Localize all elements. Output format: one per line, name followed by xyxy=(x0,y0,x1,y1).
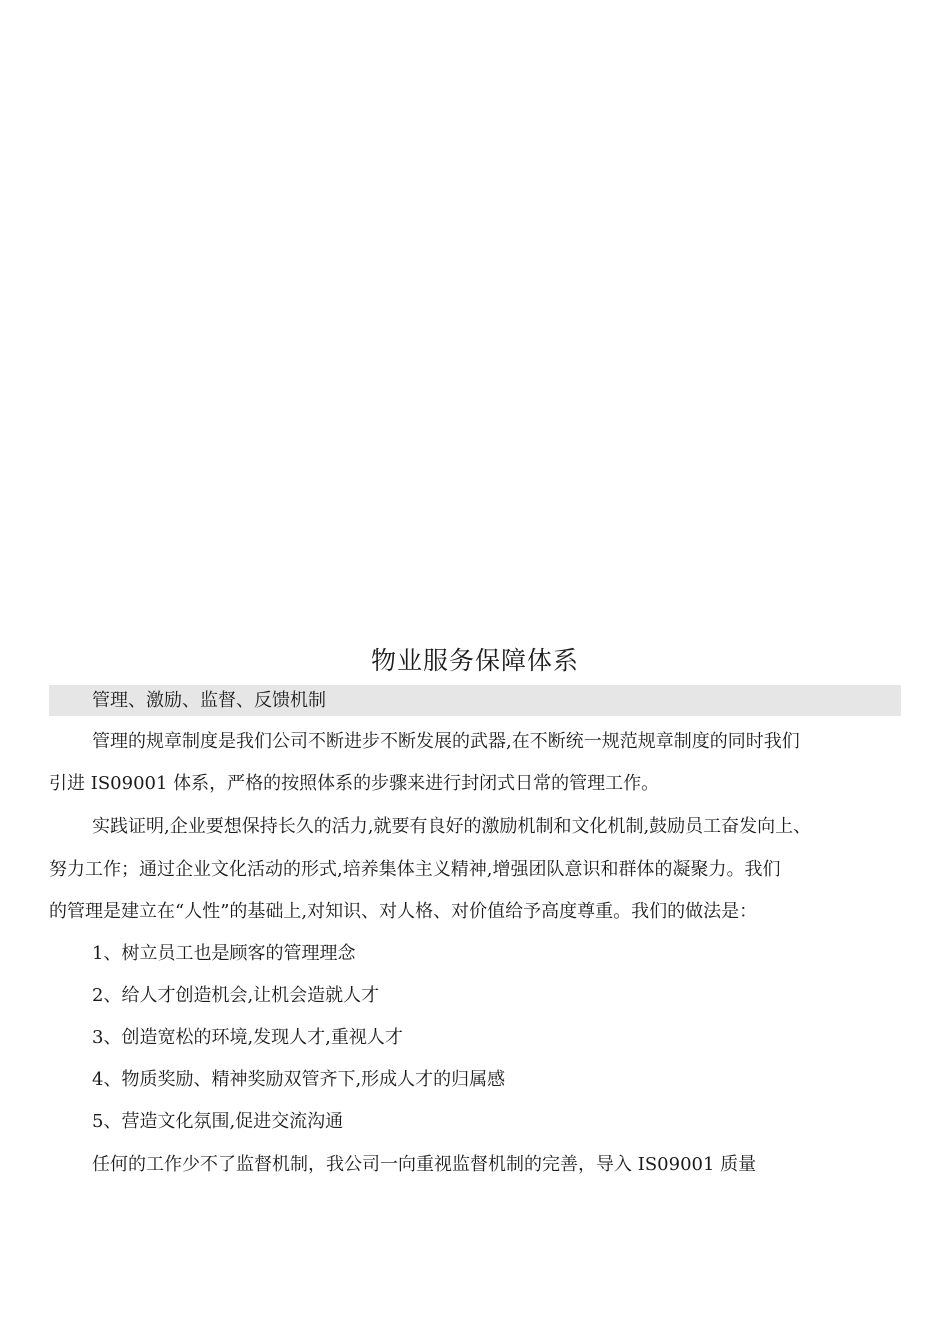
document-title: 物业服务保障体系 xyxy=(370,646,579,675)
paragraph-1-line-2: 引进 IS09001 体系，严格的按照体系的步骤来进行封闭式日常的管理工作。 xyxy=(49,773,660,794)
list-item: 2、给人才创造机会,让机会造就人才 xyxy=(92,985,380,1006)
list-item: 1、树立员工也是顾客的管理理念 xyxy=(92,943,356,964)
paragraph-3-line-1: 任何的工作少不了监督机制，我公司一向重视监督机制的完善，导入 IS09001 质量 xyxy=(92,1154,757,1175)
list-item: 3、创造宽松的环境,发现人才,重视人才 xyxy=(92,1027,403,1048)
list-item: 5、营造文化氛围,促进交流沟通 xyxy=(92,1111,344,1132)
paragraph-2-line-2: 努力工作；通过企业文化活动的形式,培养集体主义精神,增强团队意识和群体的凝聚力。我们 xyxy=(49,859,781,880)
paragraph-2-line-1: 实践证明,企业要想保持长久的活力,就要有良好的激励机制和文化机制,鼓励员工奋发向上、 xyxy=(92,816,812,837)
paragraph-1-line-1: 管理的规章制度是我们公司不断进步不断发展的武器,在不断统一规范规章制度的同时我们 xyxy=(92,731,800,752)
paragraph-2-line-3: 的管理是建立在“人性”的基础上,对知识、对人格、对价值给予高度尊重。我们的做法是： xyxy=(49,901,758,922)
section-heading: 管理、激励、监督、反馈机制 xyxy=(49,685,901,716)
list-item: 4、物质奖励、精神奖励双管齐下,形成人才的归属感 xyxy=(92,1069,506,1090)
